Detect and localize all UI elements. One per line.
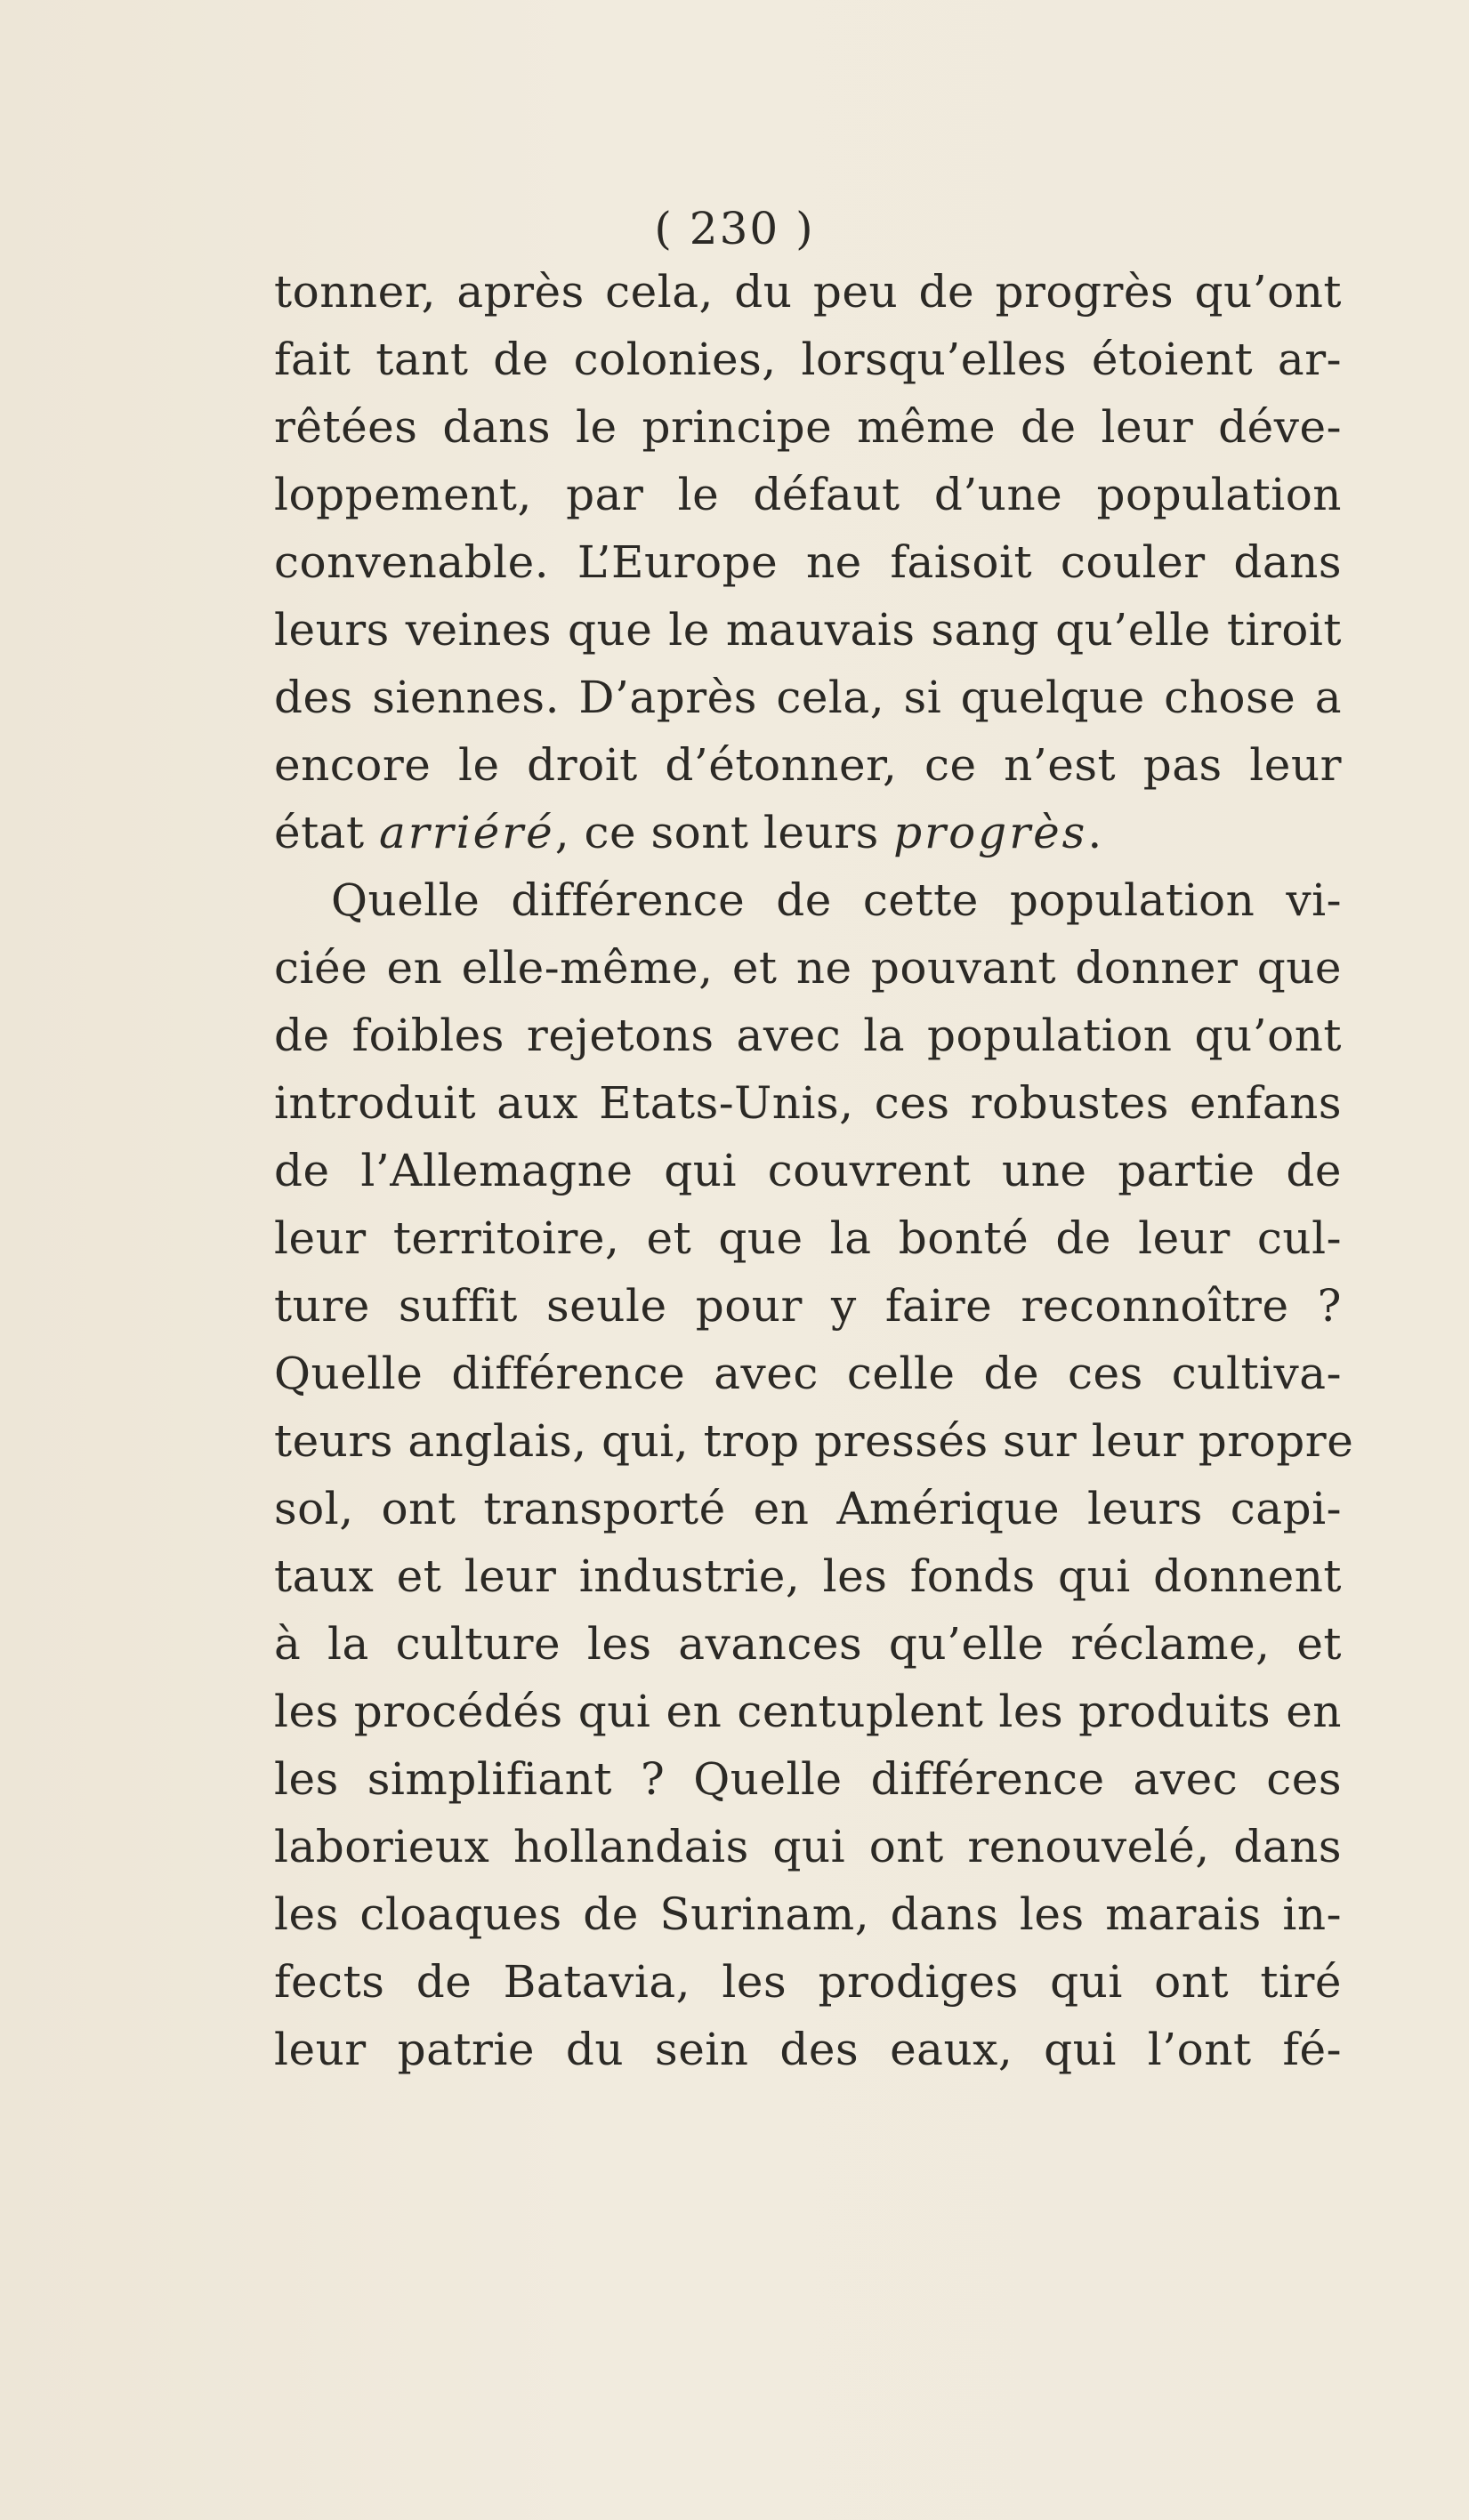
text-line: loppement, par le défaut d’une population <box>274 469 1342 520</box>
text-run: état <box>274 807 365 858</box>
text-line: Quelle différence avec celle de ces cultiva- <box>274 1348 1342 1399</box>
text-line: leur territoire, et que la bonté de leur cul- <box>274 1212 1342 1264</box>
text-line: teurs anglais, qui, trop pressés sur leur propre <box>274 1415 1354 1467</box>
text-line: rêtées dans le principe même de leur déve- <box>274 401 1342 453</box>
text-line: leur patrie du sein des eaux, qui l’ont fé- <box>274 2024 1342 2075</box>
text-line: les cloaques de Surinam, dans les marais in- <box>274 1888 1342 1940</box>
text-line: introduit aux Etats-Unis, ces robustes enfans <box>274 1077 1342 1129</box>
text-run: , ce sont leurs <box>554 807 879 858</box>
text-line: taux et leur industrie, les fonds qui donnent <box>274 1550 1342 1602</box>
page-number: ( 230 ) <box>654 203 815 254</box>
text-line-paragraph-end <box>274 799 1342 866</box>
text-line: laborieux hollandais qui ont renouvelé, dans <box>274 1821 1342 1872</box>
text-line: des siennes. D’après cela, si quelque chose a <box>274 672 1342 723</box>
text-line: encore le droit d’étonner, ce n’est pas leur <box>274 739 1342 791</box>
text-line: ture suffit seule pour y faire reconnoître ? <box>274 1280 1342 1332</box>
text-line: à la culture les avances qu’elle réclame, et <box>274 1618 1342 1670</box>
text-line: convenable. L’Europe ne faisoit couler dans <box>274 536 1342 588</box>
text-line: les procédés qui en centuplent les produits en <box>274 1686 1342 1737</box>
body-text <box>274 258 1354 2083</box>
text-line: de foibles rejetons avec la population qu’ont <box>274 1010 1342 1061</box>
text-line: tonner, après cela, du peu de progrès qu’ont <box>274 266 1342 318</box>
italic-word: progrès <box>893 807 1088 858</box>
text-line: ciée en elle-même, et ne pouvant donner que <box>274 942 1342 994</box>
text-run: . <box>1087 807 1102 858</box>
text-line: fait tant de colonies, lorsqu’elles étoient ar- <box>274 334 1342 385</box>
italic-word: arriéré <box>379 807 555 858</box>
text-line-paragraph-start: Quelle différence de cette population vi- <box>331 874 1342 926</box>
text-line: sol, ont transporté en Amérique leurs capi- <box>274 1483 1342 1534</box>
text-line: de l’Allemagne qui couvrent une partie de <box>274 1145 1342 1196</box>
text-line: les simplifiant ? Quelle différence avec ces <box>274 1753 1342 1805</box>
text-line: leurs veines que le mauvais sang qu’elle tiroit <box>274 604 1342 656</box>
text-line: fects de Batavia, les prodiges qui ont tiré <box>274 1956 1342 2008</box>
